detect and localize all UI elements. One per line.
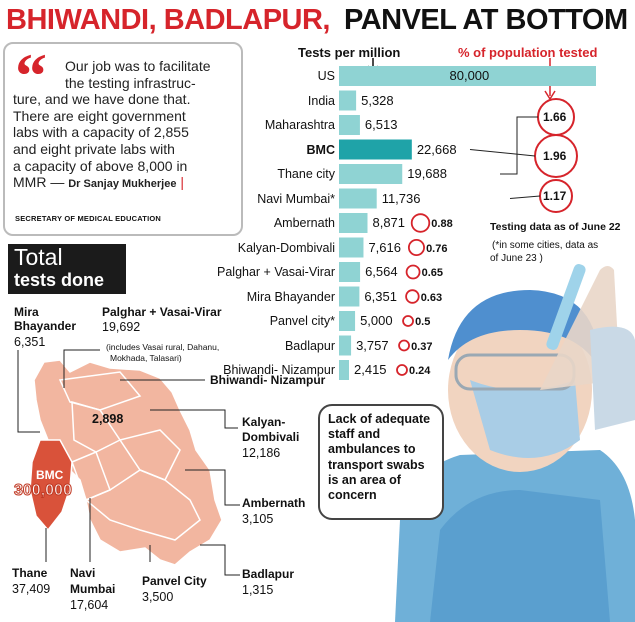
quote-line: and eight private labs with (13, 140, 175, 157)
map-label-mira: Bhayander (14, 319, 77, 333)
pct-label: 0.5 (415, 316, 431, 328)
map-value-bhiwandi: 2,898 (92, 412, 124, 426)
total-subtitle: tests done (14, 270, 105, 290)
map-label-mira: Mira (14, 305, 39, 319)
bar-bmc (339, 140, 412, 160)
bar-ambernath (339, 213, 367, 233)
bar-bhiwandi-nizampur (339, 360, 349, 380)
map-value-bmc: 300,000 (14, 482, 72, 499)
pct-leader-line (470, 150, 535, 157)
value-label: 6,351 (364, 288, 397, 304)
category-label: Navi Mumbai* (257, 191, 335, 206)
pct-circle (399, 341, 409, 351)
category-label: US (317, 69, 335, 83)
map-label-ambernath: Ambernath (242, 496, 306, 510)
value-label: 6,564 (365, 264, 398, 279)
map-label-panvel: Panvel City (142, 574, 207, 588)
category-label: Palghar + Vasai-Virar (217, 265, 335, 279)
value-label: 5,328 (361, 92, 394, 108)
quote-mark-icon: “ (15, 40, 47, 111)
quote-line: labs with a capacity of 2,855 (13, 124, 189, 141)
value-label: 5,000 (360, 313, 393, 328)
pct-circle (407, 266, 420, 279)
map-value-kalyan: 12,186 (242, 446, 281, 460)
pct-leader-line (500, 117, 538, 174)
map-value-panvel: 3,500 (142, 590, 174, 604)
pct-label: 0.24 (409, 365, 431, 377)
value-label: 80,000 (449, 68, 490, 83)
pct-label: 0.63 (420, 291, 443, 304)
category-label: Thane city (277, 167, 335, 181)
pct-label: 1.96 (543, 149, 567, 163)
quote-line: There are eight government (13, 107, 186, 124)
value-label: 3,757 (356, 337, 389, 353)
map-label-palghar: Palghar + Vasai-Virar (102, 305, 222, 319)
total-title: Total (14, 244, 63, 270)
map-value-thane: 37,409 (12, 582, 51, 596)
bar-kalyan-dombivali (339, 238, 363, 258)
headline-red-part: BHIWANDI, BADLAPUR, (6, 4, 330, 36)
category-label: Bhiwandi- Nizampur (223, 363, 335, 377)
pct-circle (406, 290, 419, 303)
chart-secondary-title: % of population tested (458, 45, 598, 60)
quote-role: SECRETARY OF MEDICAL EDUCATION (15, 214, 162, 223)
map-label-bhiwandi: Bhiwandi- Nizampur (210, 373, 326, 387)
value-label: 6,513 (364, 117, 398, 132)
bar-palghar-vasai-virar (339, 262, 360, 282)
value-label: 22,668 (416, 141, 457, 157)
category-label: BMC (306, 142, 335, 157)
category-label: Badlapur (284, 338, 335, 353)
chart-title: Tests per million (298, 45, 401, 60)
bar-panvel-city- (339, 311, 355, 331)
quote-line: MMR — (13, 174, 69, 191)
footnote-line: of June 23 ) (490, 253, 543, 264)
map-label-bmc: BMC (36, 468, 64, 482)
pct-label: 0.76 (426, 242, 448, 255)
map-value-ambernath: 3,105 (242, 512, 274, 526)
value-label: 8,871 (372, 215, 406, 230)
pct-label: 0.37 (411, 340, 433, 353)
callout-text: Lack of adequate staff and ambulances to transport swabs is an area of concern (328, 412, 431, 503)
pct-label: 0.65 (421, 267, 443, 279)
value-label: 7,616 (368, 239, 401, 255)
quote-text: Our job was to facilitate the testing infrastruc- ture, and we have done that. There are eight government labs with a capacity of 2,855 and eight private labs with a capacity of above 8,000 in MMR — Dr Sanjay Mukherjee | (13, 58, 211, 191)
callout-box (318, 404, 444, 520)
map-label-thane: Thane (12, 566, 48, 580)
category-label: Mira Bhayander (246, 289, 335, 304)
map-label-navi: Navi (70, 566, 96, 580)
category-label: Ambernath (273, 216, 335, 230)
quote-line: a capacity of above 8,000 in (13, 157, 188, 174)
bar-navi-mumbai- (339, 189, 377, 209)
mmr-map (30, 360, 222, 565)
category-label: Maharashtra (264, 118, 335, 132)
quote-line: Our job was to facilitate (65, 58, 211, 74)
pct-circle (397, 365, 407, 375)
map-note-palghar: Mokhada, Talasari) (110, 353, 182, 363)
category-label: Panvel city* (269, 314, 335, 328)
value-label: 2,415 (354, 362, 387, 377)
value-label: 11,736 (381, 190, 421, 206)
value-label: 19,688 (407, 166, 447, 181)
map-note-palghar: (includes Vasai rural, Dahanu, (106, 342, 220, 352)
pct-circle (409, 240, 424, 255)
quote-author: Dr Sanjay Mukherjee (68, 178, 177, 191)
bar-maharashtra (339, 115, 360, 135)
map-label-kalyan: Dombivali (242, 430, 300, 444)
map-value-navi: 17,604 (70, 598, 109, 612)
map-label-badlapur: Badlapur (242, 567, 295, 581)
quote-line: ture, and we have done that. (13, 91, 191, 108)
bar-mira-bhayander (339, 287, 359, 307)
pct-leader-line (510, 196, 540, 199)
bar-india (339, 91, 356, 111)
map-label-kalyan: Kalyan- (242, 415, 286, 429)
testing-date-note: Testing data as of June 22 (490, 221, 621, 233)
category-label: India (307, 93, 335, 108)
pct-circle (412, 214, 430, 232)
pct-circle (403, 316, 413, 326)
pct-label: 1.66 (543, 110, 567, 124)
category-label: Kalyan-Dombivali (237, 240, 335, 255)
bar-badlapur (339, 336, 351, 356)
pct-label: 0.88 (431, 218, 453, 230)
map-label-navi: Mumbai (70, 582, 116, 596)
map-value-mira: 6,351 (14, 335, 46, 349)
pct-label: 1.17 (543, 189, 567, 203)
footnote-line: (*in some cities, data as (492, 240, 599, 251)
map-value-palghar: 19,692 (102, 320, 141, 334)
map-value-badlapur: 1,315 (242, 583, 274, 597)
bar-thane-city (339, 164, 402, 184)
headline-black-part: PANVEL AT BOTTOM (344, 4, 628, 36)
quote-line: the testing infrastruc- (65, 74, 196, 91)
